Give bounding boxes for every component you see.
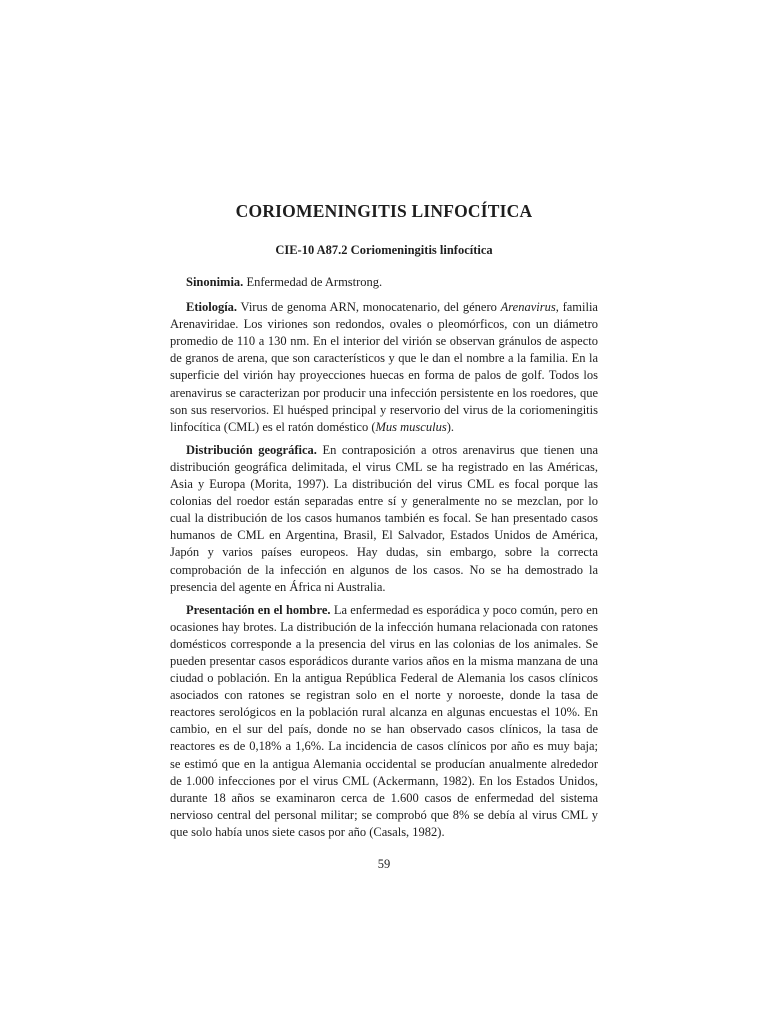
paragraph-lead: Distribución geográfica. bbox=[186, 442, 317, 457]
paragraph-text: La enfermedad es esporádica y poco común, pero en ocasiones hay brotes. La distribución de la infección humana relacionada con ratones domésticos corresponde a la presencia del virus en las colonias de los animales. Se pueden presentar casos esporádicos durante varios años en la misma manzana de una ciudad o población. En la antigua República Federal de Alemania los casos clínicos asociados con ratones se registran solo en el norte y noroeste, donde la tasa de reactores serológicos en la población rural alcanza en algunas encuestas el 10%. En cambio, en el sur del país, donde no se han observado casos clínicos, la tasa de reactores es de 0,18% a 1,6%. La incidencia de casos clínicos por año es muy baja; se estimó que en la antigua Alemania occidental se producían anualmente alrededor de 1.000 infecciones por el virus CML (Ackermann, 1982). En los Estados Unidos, durante 18 años se examinaron cerca de 1.600 casos de enfermedad del sistema nervioso central del personal militar; se comprobó que 8% se debía al virus CML y que solo había unos siete casos por año (Casals, 1982). bbox=[170, 602, 599, 839]
genus-name: Arenavirus bbox=[500, 300, 556, 315]
document-subtitle: CIE-10 A87.2 Coriomeningitis linfocítica bbox=[275, 243, 493, 257]
paragraph-sinonimia bbox=[170, 274, 598, 291]
paragraph-text: Enfermedad de Armstrong. bbox=[243, 275, 383, 289]
paragraph-text: Virus de genoma ARN, monocatenario, del género bbox=[237, 300, 501, 315]
paragraph-etiologia bbox=[170, 299, 598, 436]
document-page bbox=[170, 198, 598, 872]
paragraph-lead: Etiología. bbox=[186, 300, 238, 315]
paragraph-text: ). bbox=[446, 419, 454, 434]
paragraph-lead: Sinonimia. bbox=[186, 275, 244, 289]
paragraph-presentacion bbox=[170, 602, 598, 841]
paragraph-text: En contraposición a otros arenavirus que tienen una distribución geográfica delimitada, el virus CML se ha registrado en las Américas, Asia y Europa (Morita, 1997). La distribución del virus CML es focal porque las colonias del roedor están separadas entre sí y generalmente no se mezclan, por lo cual la distribución de los casos humanos también es focal. Se han presentado casos humanos de CML en Argentina, Brasil, El Salvador, Estados Unidos de América, Japón y varios países europeos. Hay dudas, sin embargo, sobre la correcta comprobación de la infección en algunos de los casos. No se ha demostrado la presencia del agente en África ni Australia. bbox=[170, 442, 598, 594]
species-name: Mus musculus bbox=[375, 419, 447, 434]
paragraph-distribucion bbox=[170, 442, 598, 596]
page-number: 59 bbox=[377, 857, 391, 871]
paragraph-text: , familia Arenaviridae. Los viriones son redondos, ovales o pleomórficos, con un diámetro promedio de 110 a 130 nm. En el interior del virión se observan gránulos de aspecto de granos de arena, que son característicos y que le dan el nombre a la familia. En la superficie del virión hay proyecciones huecas en forma de palos de golf. Todos los arenavirus se caracterizan por producir una infección persistente en los roedores, que son sus reservorios. El huésped principal y reservorio del virus de la coriomeningitis linfocítica (CML) es el ratón doméstico ( bbox=[170, 300, 598, 434]
paragraph-lead: Presentación en el hombre. bbox=[186, 602, 331, 617]
document-title: CORIOMENINGITIS LINFOCÍTICA bbox=[235, 201, 533, 221]
